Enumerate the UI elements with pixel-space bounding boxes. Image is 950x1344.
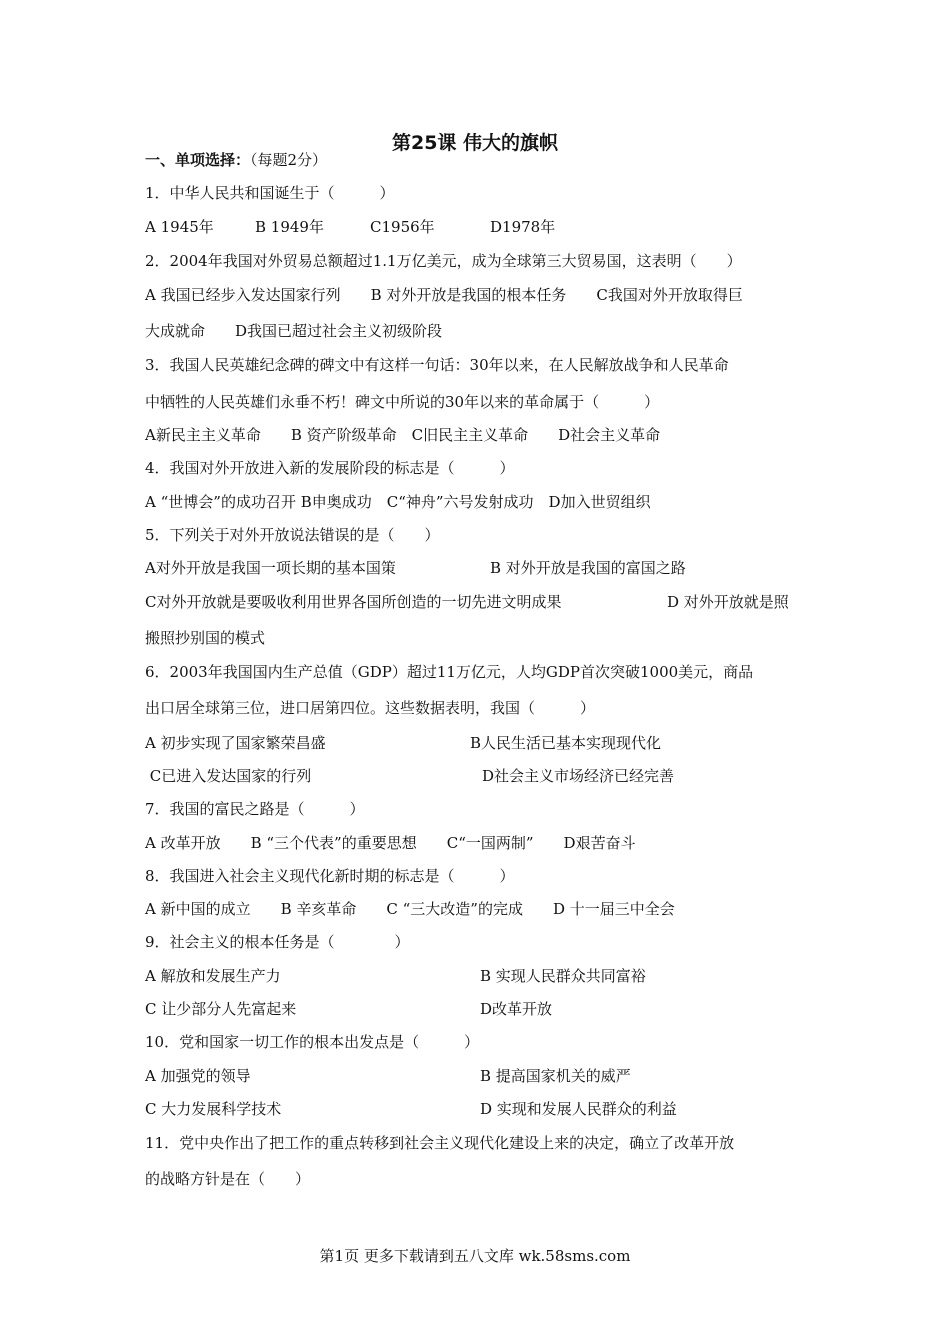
question-5-stem: 5．下列关于对外开放说法错误的是（ ） — [145, 526, 440, 544]
question-3-options: A新民主主义革命 B 资产阶级革命 C旧民主主义革命 D社会主义革命 — [145, 426, 661, 444]
question-3-stem-line2: 中牺牲的人民英雄们永垂不朽！碑文中所说的30年以来的革命属于（ ） — [145, 393, 660, 411]
question-8-stem: 8．我国进入社会主义现代化新时期的标志是（ ） — [145, 867, 515, 885]
option-d: D社会主义市场经济已经完善 — [482, 767, 675, 785]
question-11-stem-line2: 的战略方针是在（ ） — [145, 1170, 311, 1188]
section-label: 一、单项选择： — [145, 151, 251, 169]
question-4-stem: 4．我国对外开放进入新的发展阶段的标志是（ ） — [145, 459, 515, 477]
question-6-stem-line2: 出口居全球第三位，进口居第四位。这些数据表明，我国（ ） — [145, 699, 596, 717]
option-a: A 1945年 — [145, 218, 214, 236]
question-2-options-line1: A 我国已经步入发达国家行列 B 对外开放是我国的根本任务 C我国对外开放取得巨 — [145, 286, 743, 304]
question-5-option-d-continued: 搬照抄别国的模式 — [145, 629, 266, 647]
section-heading — [145, 150, 815, 170]
question-2-stem: 2．2004年我国对外贸易总额超过1.1万亿美元，成为全球第三大贸易国，这表明（ ） — [145, 252, 742, 270]
question-2-options-line2: 大成就命 D我国已超过社会主义初级阶段 — [145, 322, 443, 340]
option-d: D改革开放 — [480, 1000, 553, 1018]
option-c: C已进入发达国家的行列 — [145, 767, 312, 785]
option-d: D 实现和发展人民群众的利益 — [480, 1100, 677, 1118]
question-10-stem: 10．党和国家一切工作的根本出发点是（ ） — [145, 1033, 480, 1051]
question-8-options: A 新中国的成立 B 辛亥革命 C “三大改造”的完成 D 十一届三中全会 — [145, 900, 675, 918]
option-d: D1978年 — [490, 218, 556, 236]
option-b: B 实现人民群众共同富裕 — [480, 967, 646, 985]
question-4-options: A “世博会”的成功召开 B申奥成功 C“神舟”六号发射成功 D加入世贸组织 — [145, 493, 651, 511]
option-a: A 解放和发展生产力 — [145, 967, 281, 985]
question-11-stem-line1: 11．党中央作出了把工作的重点转移到社会主义现代化建设上来的决定，确立了改革开放 — [145, 1134, 735, 1152]
question-1-stem: 1．中华人民共和国诞生于（ ） — [145, 184, 395, 202]
page-footer: 第1页 更多下载请到五八文库 wk.58sms.com — [319, 1247, 631, 1265]
question-9-stem: 9．社会主义的根本任务是（ ） — [145, 933, 410, 951]
option-b: B 提高国家机关的威严 — [480, 1067, 631, 1085]
option-a: A对外开放是我国一项长期的基本国策 — [145, 559, 396, 577]
option-c: C1956年 — [370, 218, 435, 236]
question-3-stem-line1: 3．我国人民英雄纪念碑的碑文中有这样一句话：30年以来，在人民解放战争和人民革命 — [145, 356, 729, 374]
option-a: A 加强党的领导 — [145, 1067, 251, 1085]
option-b: B 1949年 — [255, 218, 324, 236]
option-d: D 对外开放就是照 — [667, 593, 789, 611]
option-b: B人民生活已基本实现现代化 — [470, 734, 662, 752]
section-note: （每题2分） — [250, 151, 328, 169]
option-a: A 初步实现了国家繁荣昌盛 — [145, 734, 326, 752]
option-c: C 让少部分人先富起来 — [145, 1000, 297, 1018]
option-c: C 大力发展科学技术 — [145, 1100, 282, 1118]
question-7-stem: 7．我国的富民之路是（ ） — [145, 800, 365, 818]
option-b: B 对外开放是我国的富国之路 — [490, 559, 686, 577]
option-c: C对外开放就是要吸收利用世界各国所创造的一切先进文明成果 — [145, 593, 562, 611]
question-6-stem-line1: 6．2003年我国国内生产总值（GDP）超过11万亿元，人均GDP首次突破1000美元，商品 — [145, 663, 754, 681]
question-7-options: A 改革开放 B “三个代表”的重要思想 C“一国两制” D艰苦奋斗 — [145, 834, 636, 852]
page-title: 第25课 伟大的旗帜 — [391, 132, 559, 154]
